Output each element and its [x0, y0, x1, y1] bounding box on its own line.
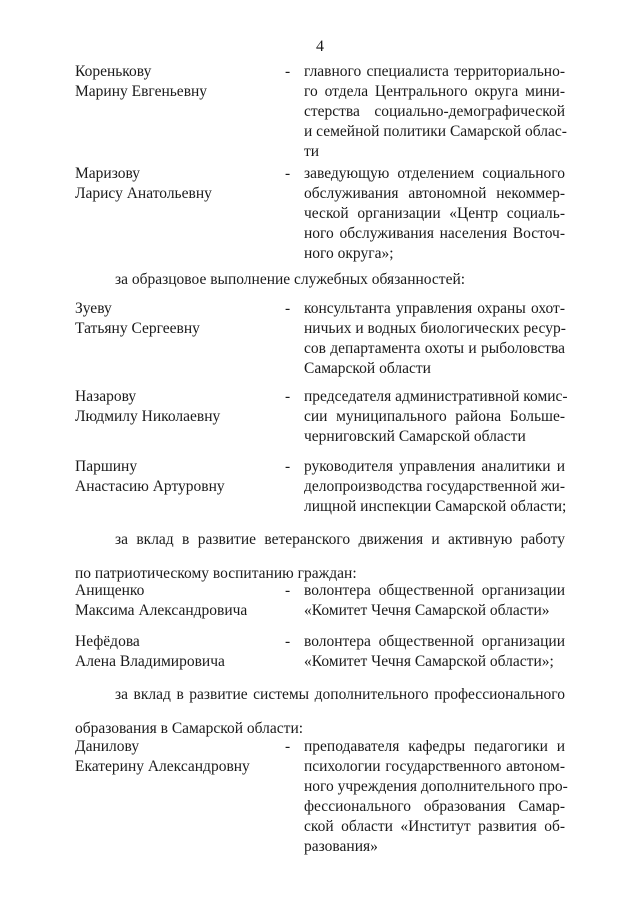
person-name: Зуеву Татьяну Сергеевну — [75, 300, 200, 337]
dash-separator: - — [285, 633, 291, 650]
award-category-heading: за вклад в развитие системы дополнительного профессионального образования в Самарской области: — [75, 686, 565, 737]
position-description: руководителя управления аналитики и делопроизводства государственной жи- лищной инспекции Самарской области; — [304, 458, 567, 515]
position-description: заведующую отделением социального обслуживания автономной некоммер- ческой организации «Центр социаль- ного обслуживания населения Восточ- ного округа»; — [304, 165, 565, 262]
dash-separator: - — [285, 388, 291, 405]
person-name: Коренькову Марину Евгеньевну — [75, 63, 208, 100]
position-description: волонтера общественной организации «Комитет Чечня Самарской области»; — [304, 633, 565, 670]
position-description: волонтера общественной организации «Комитет Чечня Самарской области» — [304, 582, 565, 619]
dash-separator: - — [285, 165, 291, 182]
dash-separator: - — [285, 582, 291, 599]
dash-separator: - — [285, 458, 291, 475]
position-description: преподавателя кафедры педагогики и психологии государственного автоном- ного учреждения дополнительного про- фессионального образования Самар- ской области «Институт развития об- разования» — [304, 738, 568, 855]
person-name: Паршину Анастасию Артуровну — [75, 458, 225, 495]
dash-separator: - — [285, 300, 291, 317]
award-category-heading: за образцовое выполнение служебных обязанностей: — [115, 271, 466, 288]
page-number: 4 — [316, 38, 324, 55]
dash-separator: - — [285, 738, 291, 755]
position-description: председателя административной комис- сии муниципального района Больше- черниговский Самарской области — [304, 388, 568, 445]
dash-separator: - — [285, 63, 291, 80]
person-name: Нефёдова Алена Владимировича — [75, 633, 225, 670]
position-description: консультанта управления охраны охот- ничьих и водных биологических ресур- сов департамента охоты и рыболовства Самарской области — [304, 300, 566, 377]
position-description: главного специалиста территориально- го отдела Центрального округа мини- стерства социально-демографической и семейной политики Самарской облас- ти — [304, 63, 567, 160]
person-name: Анищенко Максима Александровича — [75, 582, 248, 619]
award-category-heading: за вклад в развитие ветеранского движения и активную работу по патриотическому воспитанию граждан: — [75, 531, 565, 582]
person-name: Маризову Ларису Анатольевну — [75, 165, 212, 202]
person-name: Назарову Людмилу Николаевну — [75, 388, 221, 425]
person-name: Данилову Екатерину Александровну — [75, 738, 250, 775]
